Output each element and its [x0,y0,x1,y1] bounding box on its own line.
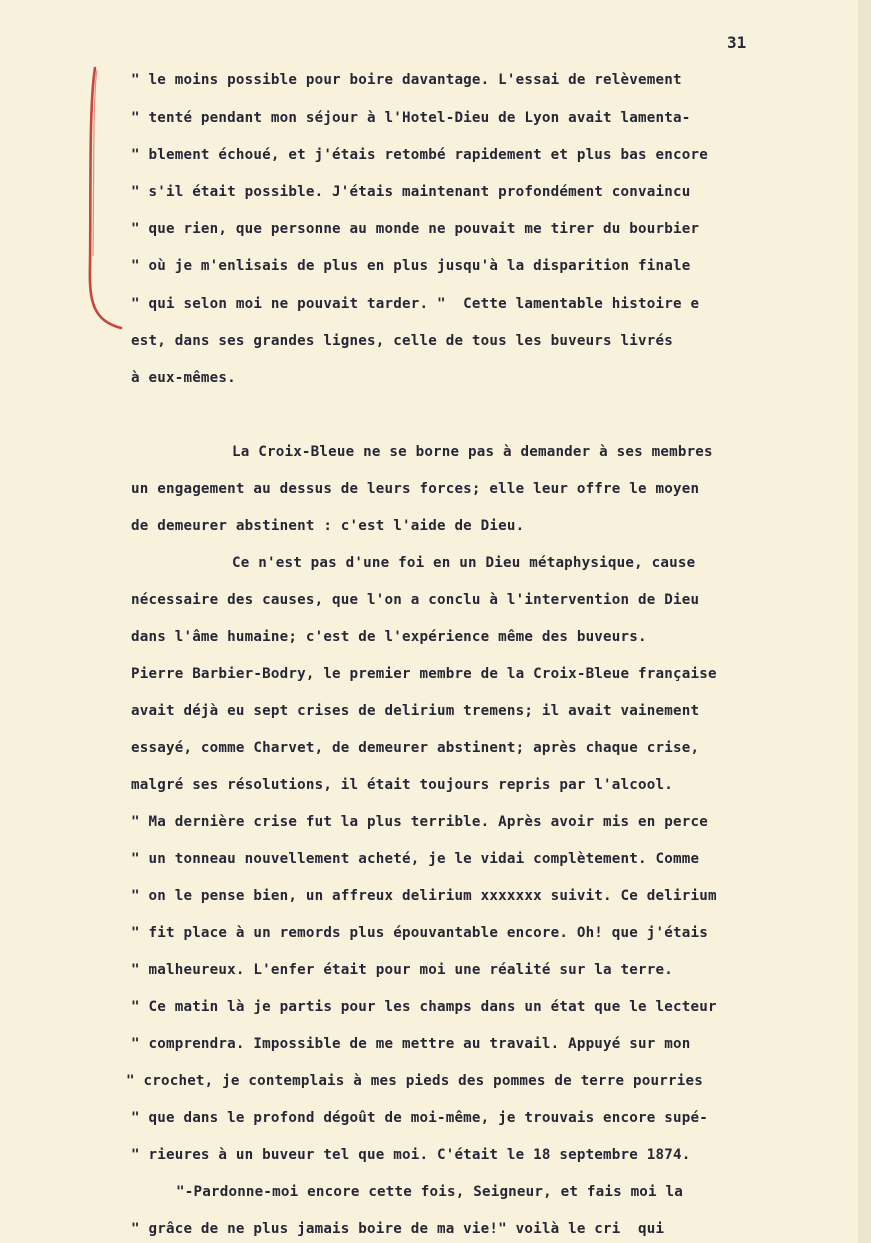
text-line: " comprendra. Impossible de me mettre au travail. Appuyé sur mon [131,1036,691,1052]
text-line: " qui selon moi ne pouvait tarder. " Cette lamentable histoire e [131,296,700,312]
text-line: essayé, comme Charvet, de demeurer abstinent; après chaque crise, [131,740,700,756]
text-line: "-Pardonne-moi encore cette fois, Seigneur, et fais moi la [176,1184,684,1200]
text-line: de demeurer abstinent : c'est l'aide de Dieu. [131,518,525,534]
text-line: " que dans le profond dégoût de moi-même, je trouvais encore supé- [131,1110,708,1126]
text-line: " malheureux. L'enfer était pour moi une réalité sur la terre. [131,962,673,978]
text-line: est, dans ses grandes lignes, celle de tous les buveurs livrés [131,333,673,349]
text-line: " Ce matin là je partis pour les champs dans un état que le lecteur [131,999,717,1015]
text-line: " le moins possible pour boire davantage. L'essai de relèvement [131,72,682,88]
text-line: " où je m'enlisais de plus en plus jusqu'à la disparition finale [131,258,691,274]
text-line: " tenté pendant mon séjour à l'Hotel-Dieu de Lyon avait lamenta- [131,110,691,126]
page-edge [858,0,871,1243]
text-line: un engagement au dessus de leurs forces; elle leur offre le moyen [131,481,700,497]
text-line: avait déjà eu sept crises de delirium tremens; il avait vainement [131,703,700,719]
text-line: La Croix-Bleue ne se borne pas à demander à ses membres [232,444,713,460]
text-line: " Ma dernière crise fut la plus terrible. Après avoir mis en perce [131,814,708,830]
text-line: " on le pense bien, un affreux delirium xxxxxxx suivit. Ce delirium [131,888,717,904]
text-line: " fit place à un remords plus épouvantable encore. Oh! que j'étais [131,925,708,941]
text-line: nécessaire des causes, que l'on a conclu à l'intervention de Dieu [131,592,700,608]
text-line: malgré ses résolutions, il était toujours repris par l'alcool. [131,777,673,793]
text-line: dans l'âme humaine; c'est de l'expérience même des buveurs. [131,629,647,645]
text-line: Pierre Barbier-Bodry, le premier membre de la Croix-Bleue française [131,666,717,682]
text-line: " blement échoué, et j'étais retombé rapidement et plus bas encore [131,147,708,163]
text-line: Ce n'est pas d'une foi en un Dieu métaphysique, cause [232,555,696,571]
text-line: " rieures à un buveur tel que moi. C'était le 18 septembre 1874. [131,1147,691,1163]
text-line: " grâce de ne plus jamais boire de ma vie!" voilà le cri qui [131,1221,665,1237]
margin-bracket-mark [85,66,125,336]
text-line: à eux-mêmes. [131,370,236,386]
text-line: " s'il était possible. J'étais maintenant profondément convaincu [131,184,691,200]
text-line: " que rien, que personne au monde ne pouvait me tirer du bourbier [131,221,700,237]
page-number: 31 [727,33,747,52]
text-line: " un tonneau nouvellement acheté, je le vidai complètement. Comme [131,851,700,867]
text-line: " crochet, je contemplais à mes pieds des pommes de terre pourries [126,1073,703,1089]
